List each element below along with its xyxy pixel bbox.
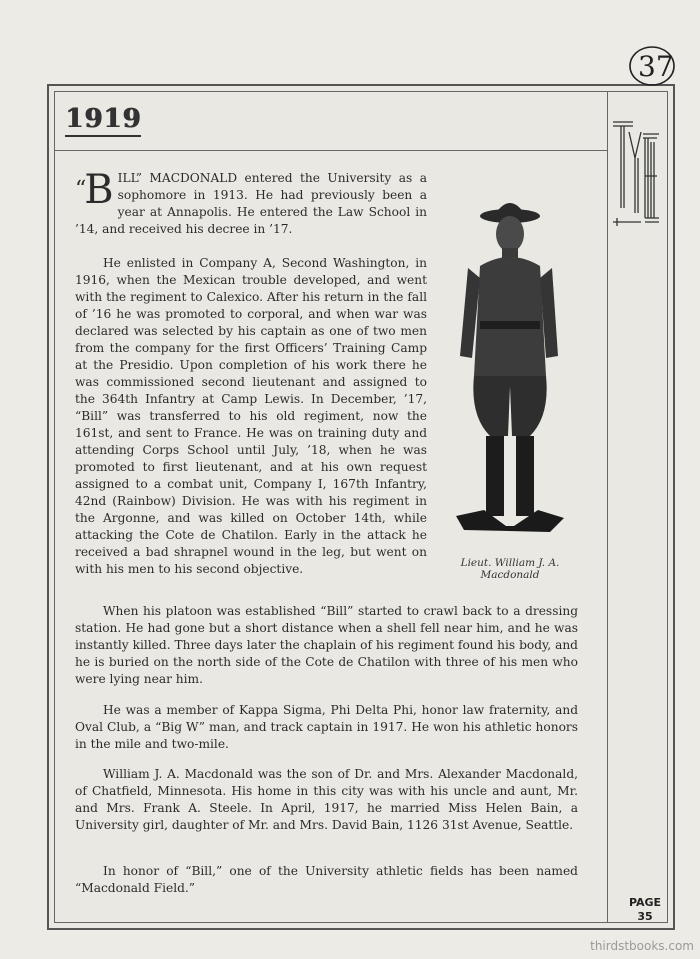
handwritten-page-note	[628, 44, 694, 88]
caption-line-2: Macdonald	[480, 569, 540, 581]
page-label: PAGE	[628, 896, 662, 909]
caption-line-1: Lieut. William J. A.	[460, 557, 560, 569]
soldier-photo	[450, 186, 570, 546]
paragraph-5: William J. A. Macdonald was the son of Dr. and Mrs. Alexander Macdonald, of Chatfield, Minnesota. His home in this city was with his uncle and aunt, Mr. and Mrs. Frank A. Steele. In April, 1917, he married Miss Helen Bain, a University girl, daughter of Mr. and Mrs. David Bain, 1126 31st Avenue, Seattle.	[75, 767, 578, 832]
year-text: 1919	[65, 104, 142, 134]
paragraph-4: He was a member of Kappa Sigma, Phi Delta Phi, honor law fraternity, and Oval Club, a “Big W” man, and track captain in 1917. He won his athletic honors in the mile and two-mile.	[75, 703, 578, 751]
year-logo	[65, 104, 141, 137]
watermark: thirdstbooks.com	[590, 939, 694, 953]
paragraph-2: He enlisted in Company A, Second Washington, in 1916, when the Mexican trouble developed, and went with the regiment to Calexico. After his return in the fall of ’16 he was promoted to corporal, and when war was declared was selected by his captain as one of two men from the company for the first Officers’ Training Camp at the Presidio. Upon completion of his work there he was commissioned second lieutenant and assigned to the 364th Infantry at Camp Lewis. In December, ’17, “Bill” was transferred to his old regiment, now the 161st, and sent to France. He was on training duty and attending Corps School until July, ’18, when he was promoted to first lieutenant, and at his own request assigned to a combat unit, Company I, 167th Infantry, 42nd (Rainbow) Division. He was with his regiment in the Argonne, and was killed on October 14th, while attacking the Cote de Chatilon. Early in the attack he received a bad shrapnel wound in the leg, but went on with his men to his second objective.	[75, 256, 427, 576]
page-number-block	[620, 896, 670, 924]
side-column-rule	[607, 92, 608, 922]
paragraph-6: In honor of “Bill,” one of the University athletic fields has been named “Macdonald Field.”	[75, 864, 578, 895]
tyee-logo-icon	[611, 118, 663, 228]
paragraph-1	[75, 167, 427, 238]
photo-caption	[448, 557, 572, 581]
dropcap: “B	[75, 167, 114, 213]
header-band	[55, 92, 607, 151]
page-number: 35	[637, 910, 653, 923]
margin-note-text: 37	[638, 50, 674, 83]
paragraph-1-text: ILL” MACDONALD entered the University as a sophomore in 1913. He had previously been a year at Annapolis. He entered the Law School in ’14, and received his decree in ’17.	[75, 171, 427, 236]
paragraph-3: When his platoon was established “Bill” started to crawl back to a dressing station. He had gone but a short distance when a shell fell near him, and he was instantly killed. Three days later the chaplain of his regiment found his body, and he is buried on the north side of the Cote de Chatilon with three of his men who were lying near him.	[75, 604, 578, 686]
